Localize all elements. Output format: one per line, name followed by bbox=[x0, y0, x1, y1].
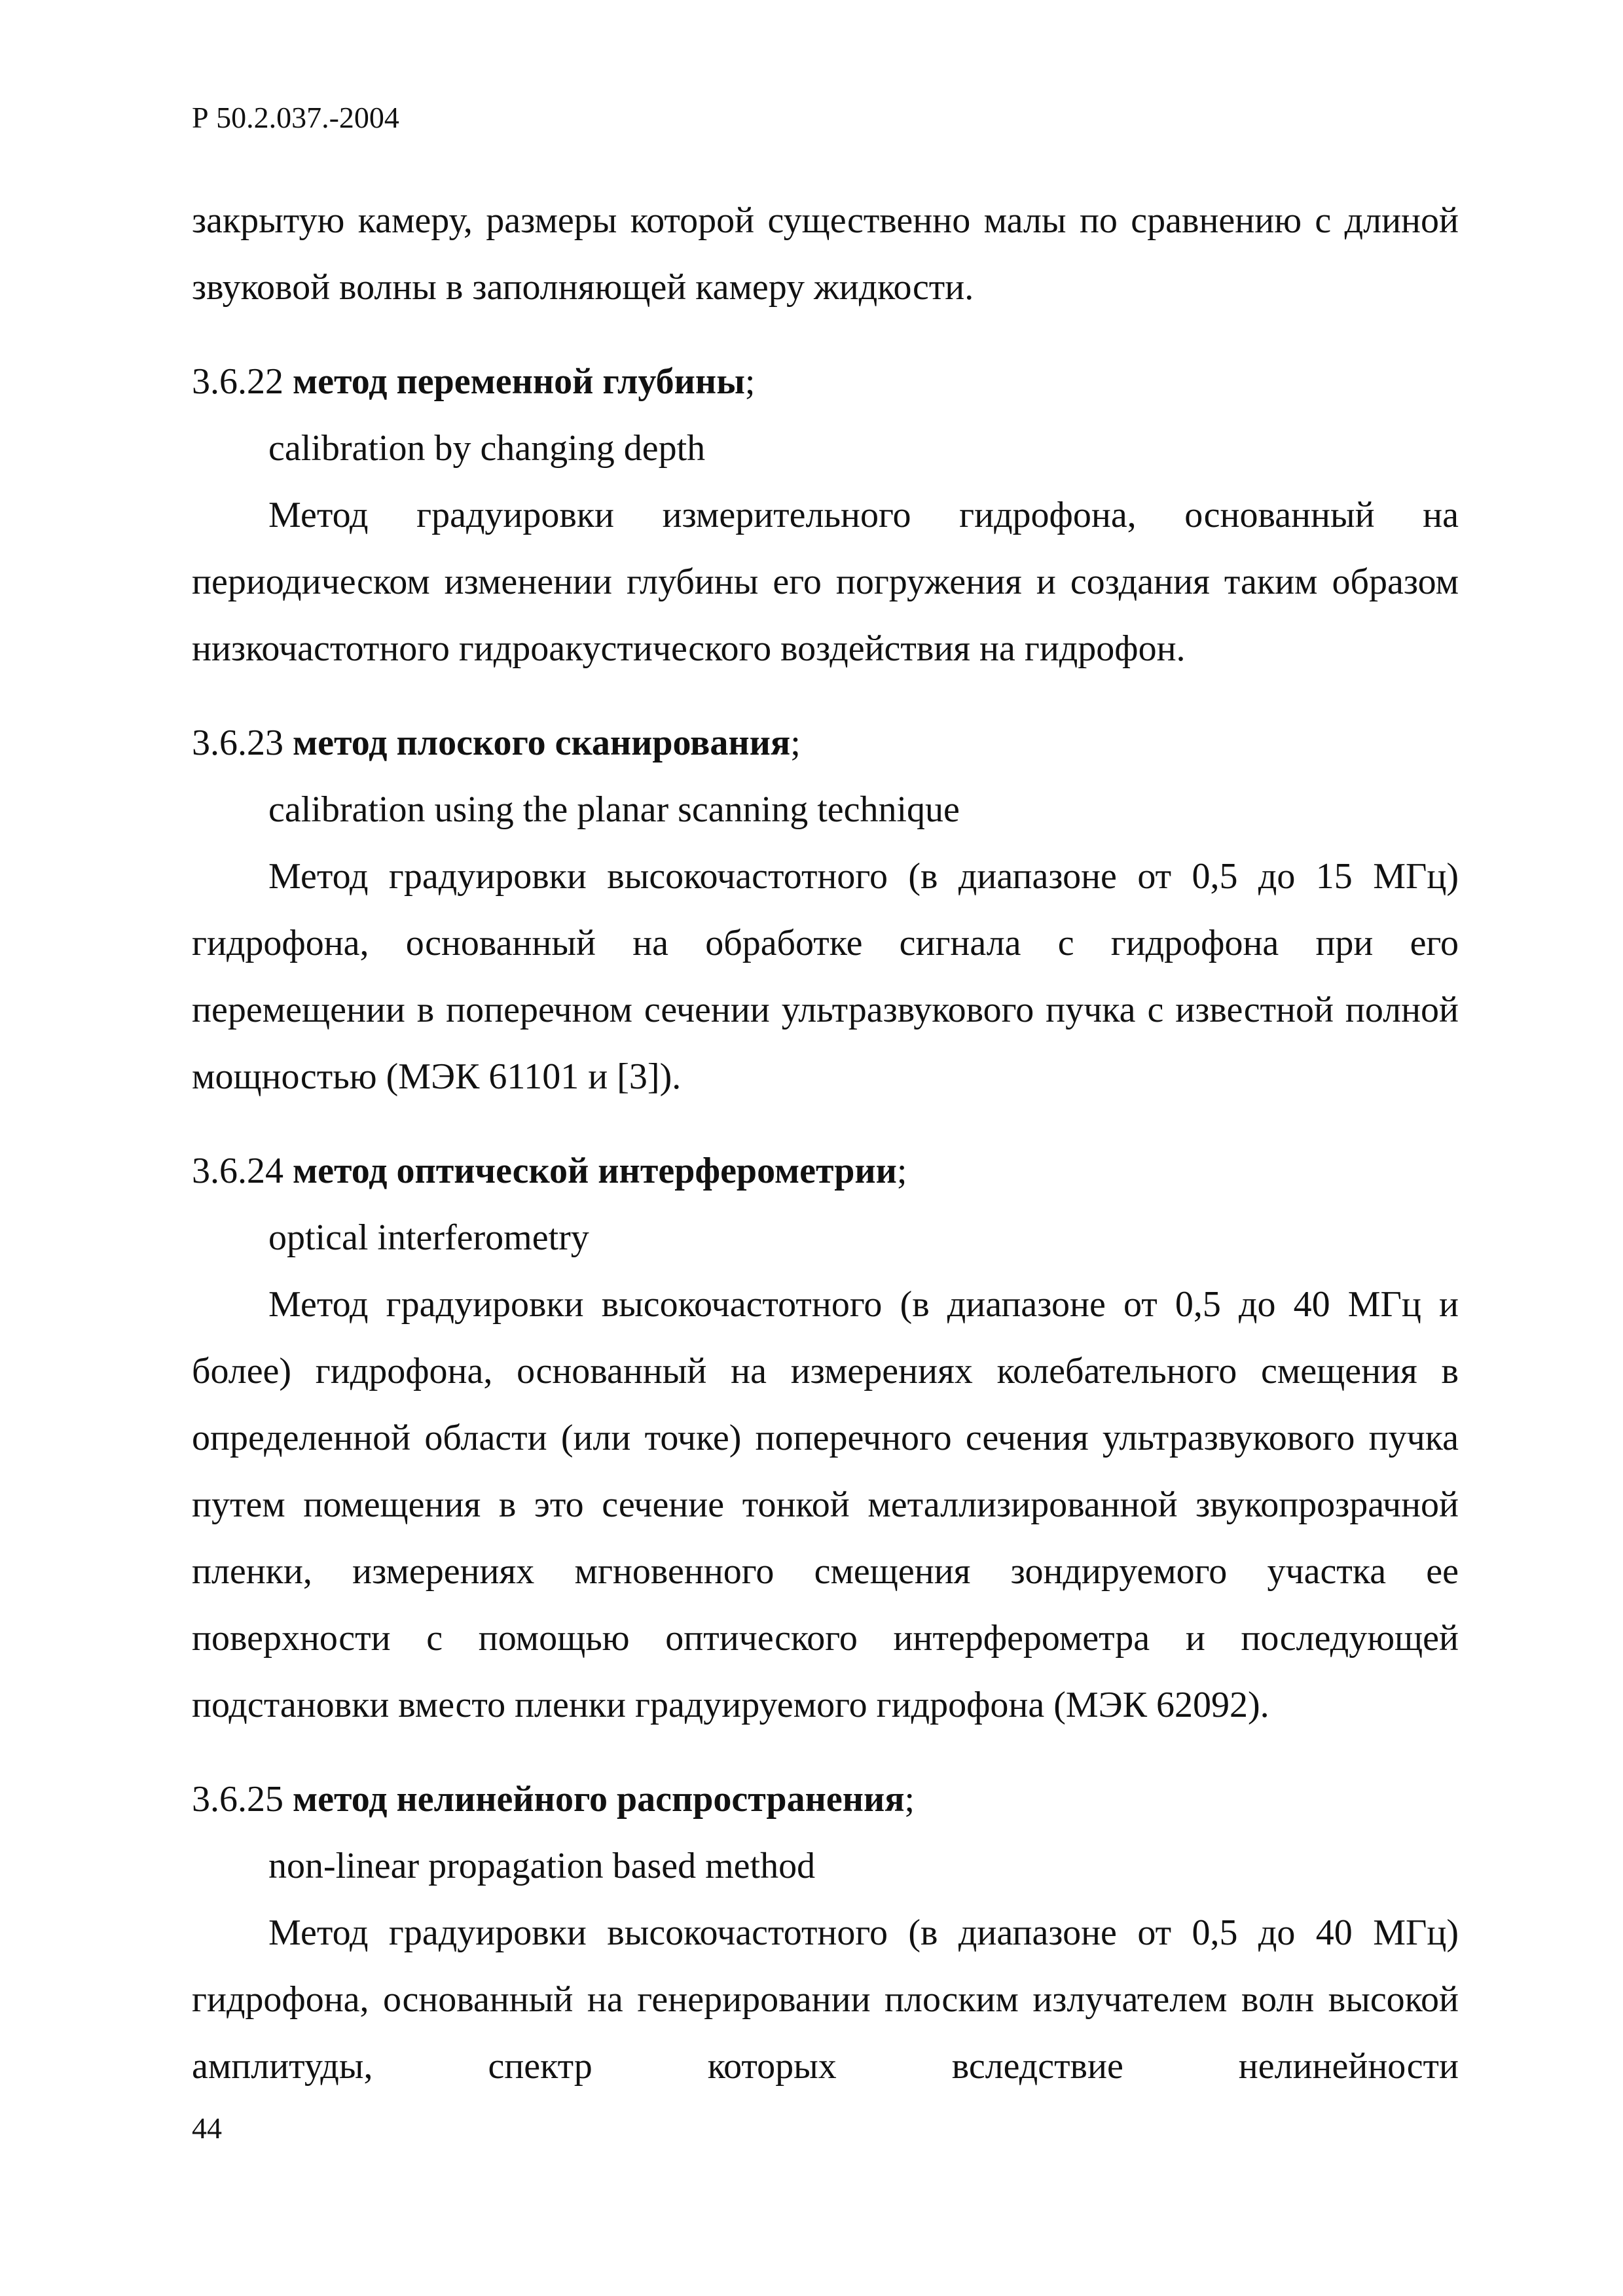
term-punct: ; bbox=[744, 361, 756, 402]
page-body bbox=[192, 187, 1459, 2100]
term-definition: Метод градуировки измерительного гидрофона, основанный на периодическом изменении глубины его погружения и создания таким образом низкочастотного гидроакустического воздействия на гидрофон. bbox=[192, 495, 1459, 669]
term-english: non-linear propagation based method bbox=[268, 1846, 816, 1886]
term-english: optical interferometry bbox=[268, 1217, 589, 1258]
section-3-6-22 bbox=[192, 348, 1459, 682]
term-punct: ; bbox=[790, 723, 801, 763]
section-3-6-25 bbox=[192, 1766, 1459, 2100]
section-3-6-23 bbox=[192, 709, 1459, 1110]
term-number: 3.6.25 bbox=[192, 1779, 283, 1820]
term-definition: Метод градуировки высокочастотного (в диапазоне от 0,5 до 40 МГц и более) гидрофона, основанный на измерениях колебательного смещения в определенной области (или точке) поперечного сечения ультразвукового пучка путем помещения в это сечение тонкой металлизированной звукопрозрачной пленки, измерениях мгновенного смещения зондируемого участка ее поверхности с помощью оптического интерферометра и последующей подстановки вместо пленки градуируемого гидрофона (МЭК 62092). bbox=[192, 1284, 1459, 1725]
term-number: 3.6.23 bbox=[192, 723, 283, 763]
term-name: метод оптической интерферометрии bbox=[293, 1151, 897, 1191]
term-punct: ; bbox=[896, 1151, 907, 1191]
term-heading bbox=[192, 709, 1459, 776]
term-definition: Метод градуировки высокочастотного (в диапазоне от 0,5 до 40 МГц) гидрофона, основанный на генерировании плоским излучателем волн высокой амплитуды, спектр которых вследствие нелинейности bbox=[192, 1912, 1459, 2087]
term-english: calibration using the planar scanning technique bbox=[268, 789, 960, 830]
term-heading bbox=[192, 348, 1459, 415]
term-punct: ; bbox=[904, 1779, 915, 1820]
term-number: 3.6.22 bbox=[192, 361, 283, 402]
term-number: 3.6.24 bbox=[192, 1151, 283, 1191]
document-code: Р 50.2.037.-2004 bbox=[192, 101, 399, 134]
term-definition: Метод градуировки высокочастотного (в диапазоне от 0,5 до 15 МГц) гидрофона, основанный на обработке сигнала с гидрофона при его перемещении в поперечном сечении ультразвукового пучка с известной полной мощностью (МЭК 61101 и [3]). bbox=[192, 856, 1459, 1097]
section-3-6-24 bbox=[192, 1138, 1459, 1738]
term-name: метод нелинейного распространения bbox=[293, 1779, 905, 1820]
term-english: calibration by changing depth bbox=[268, 428, 706, 469]
page-number: 44 bbox=[192, 2111, 222, 2145]
term-name: метод переменной глубины bbox=[293, 361, 745, 402]
term-name: метод плоского сканирования bbox=[293, 723, 791, 763]
continuation-paragraph: закрытую камеру, размеры которой существенно малы по сравнению с длиной звуковой волны в заполняющей камеру жидкости. bbox=[192, 200, 1459, 308]
term-heading bbox=[192, 1766, 1459, 1833]
term-heading bbox=[192, 1138, 1459, 1204]
